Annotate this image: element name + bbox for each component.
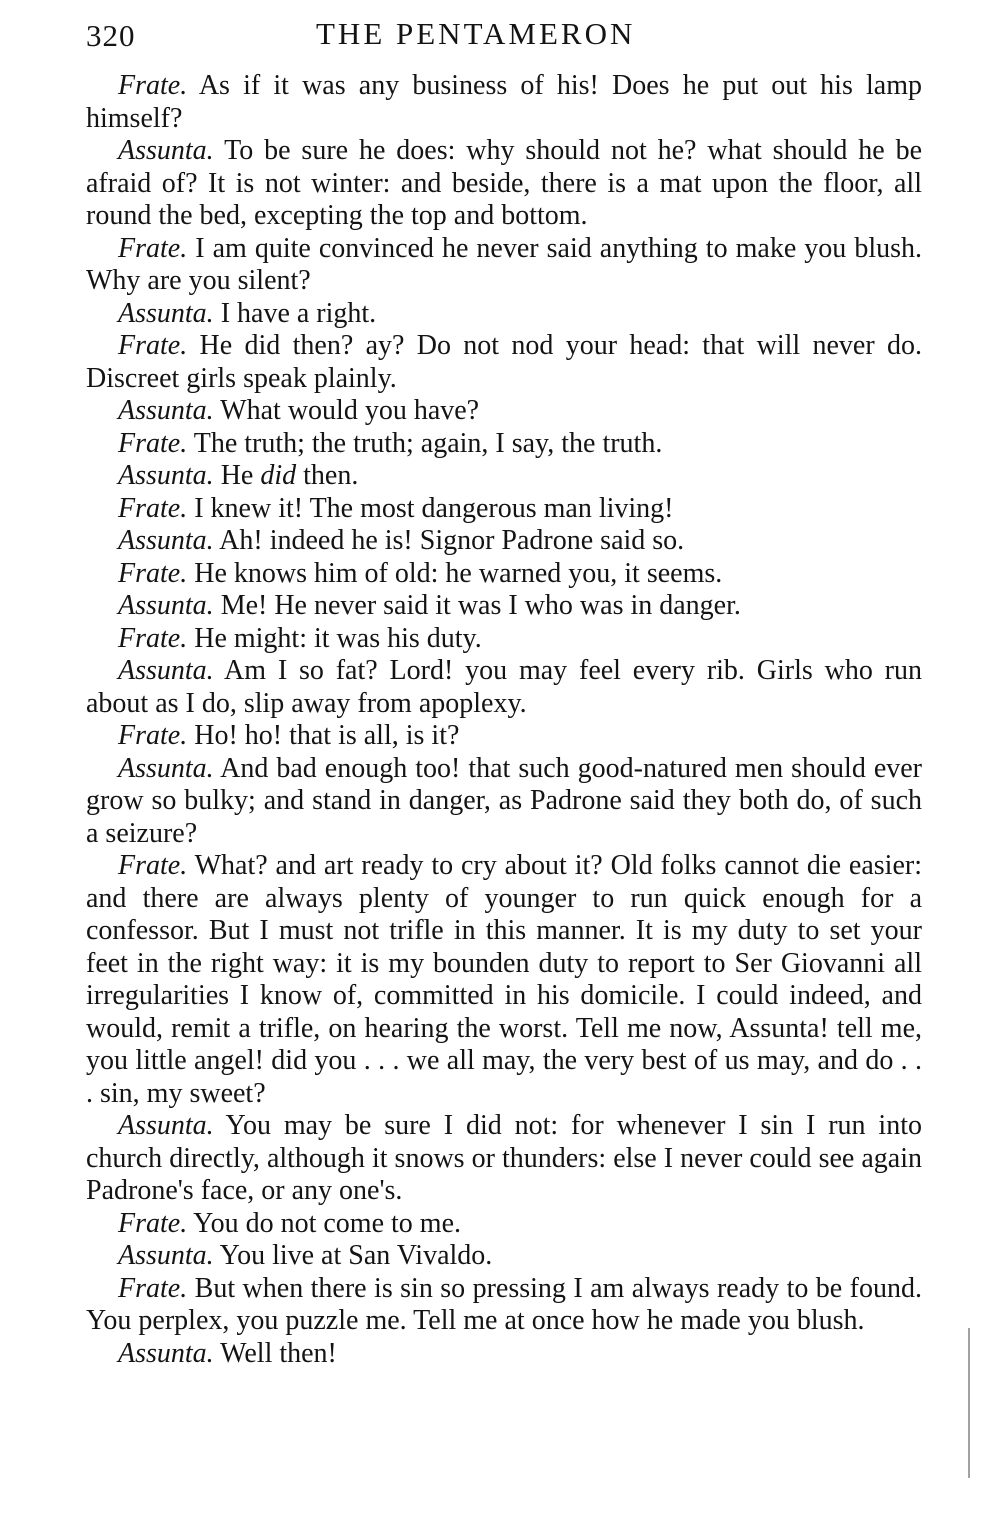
scan-margin-line [968,1328,970,1478]
speech-paragraph [86,525,922,558]
speaker-name: Assunta. [118,135,214,166]
speech-paragraph [86,1110,922,1208]
speech-text: Me! He never said it was I who was in danger. [213,590,741,621]
speech-text: Well then! [213,1337,337,1369]
speech-paragraph [86,753,922,851]
speech-text: You do not come to me. [187,1207,461,1239]
speech-paragraph [86,590,922,623]
speech-text: I am quite convinced he never said anything to make you blush. Why are you silent? [86,232,922,296]
speech-paragraph [86,1273,922,1338]
speech-text: What? and art ready to cry about it? Old folks cannot die easier: and there are always plenty of younger to run quick enough for a confessor. But I must not trifle in this manner. It is my duty to set your feet in the right way: it is my bounden duty to report to Ser Giovanni all irregularities I know of, committed in his domicile. I could indeed, and would, remit a trifle, on hearing the worst. Tell me now, Assunta! tell me, you little angel! did you . . . we all may, the very best of us may, and do . . . sin, my sweet? [86,850,922,1109]
speaker-name: Assunta. [118,525,214,556]
speech-text: To be sure he does: why should not he? what should he be afraid of? It is not winter: and beside, there is a mat upon the floor, all round the bed, excepting the top and bottom. [86,135,922,231]
speech-paragraph [86,493,922,526]
speaker-name: Frate. [118,720,188,751]
speaker-name: Frate. [118,492,188,524]
speaker-name: Frate. [118,622,188,654]
speech-paragraph [86,720,922,753]
speaker-name: Assunta. [118,752,214,784]
speaker-name: Assunta. [118,590,214,621]
speech-text: He knows him of old: he warned you, it seems. [187,557,723,589]
speech-text: You may be sure I did not: for whenever I sin I run into church directly, although it snows or thunders: else I never could see again Padrone's face, or any one's. [86,1110,922,1206]
speech-text: You live at San Vivaldo. [213,1240,493,1271]
speaker-name: Frate. [118,850,188,881]
speaker-name: Assunta. [118,460,214,491]
speaker-name: Frate. [118,1272,188,1304]
speech-paragraph [86,70,922,135]
speech-paragraph [86,1338,922,1371]
speech-text: then. [296,460,359,491]
speech-text: Ho! ho! that is all, is it? [187,720,460,751]
speech-paragraph [86,558,922,591]
book-title: THE PENTAMERON [316,16,636,51]
speech-text: Ah! indeed he is! Signor Padrone said so. [213,525,685,556]
speech-paragraph [86,655,922,720]
speech-paragraph [86,395,922,428]
speaker-name: Frate. [118,330,188,361]
speech-text: He [213,460,261,491]
speech-text: He might: it was his duty. [187,622,482,654]
speech-text: I have a right. [213,297,377,329]
speaker-name: Assunta. [118,395,214,426]
speech-paragraph [86,623,922,656]
speech-text: The truth; the truth; again, I say, the truth. [187,427,663,459]
speech-paragraph [86,1208,922,1241]
speech-paragraph [86,298,922,331]
speech-text: He did then? ay? Do not nod your head: that will never do. Discreet girls speak plainly. [86,330,922,394]
speaker-name: Frate. [118,232,188,264]
speaker-name: Assunta. [118,1110,214,1141]
speech-text: Am I so fat? Lord! you may feel every rib. Girls who run about as I do, slip away from apoplexy. [86,655,922,719]
speech-paragraph [86,233,922,298]
speech-paragraph [86,135,922,233]
speaker-name: Frate. [118,70,188,101]
page-number: 320 [86,18,136,53]
speech-paragraph [86,330,922,395]
speech-text: And bad enough too! that such good-natured men should ever grow so bulky; and stand in danger, as Padrone said they both do, of such a seizure? [86,752,922,849]
dialogue-text [86,70,922,1370]
speech-text: As if it was any business of his! Does he put out his lamp himself? [86,70,922,134]
speech-paragraph [86,850,922,1110]
speech-paragraph [86,428,922,461]
speech-text: What would you have? [213,395,480,426]
speaker-name: Assunta. [118,1240,214,1271]
speech-text: I knew it! The most dangerous man living! [187,492,674,524]
speech-paragraph [86,460,922,493]
speaker-name: Assunta. [118,297,214,329]
speaker-name: Assunta. [118,655,214,686]
emphasized-word: did [260,460,297,491]
speaker-name: Frate. [118,427,188,459]
speaker-name: Frate. [118,1207,188,1239]
speech-paragraph [86,1240,922,1273]
speech-text: But when there is sin so pressing I am always ready to be found. You perplex, you puzzle me. Tell me at once how he made you blush. [86,1272,922,1336]
speaker-name: Frate. [118,557,188,589]
speaker-name: Assunta. [118,1337,214,1369]
running-head [86,14,926,58]
